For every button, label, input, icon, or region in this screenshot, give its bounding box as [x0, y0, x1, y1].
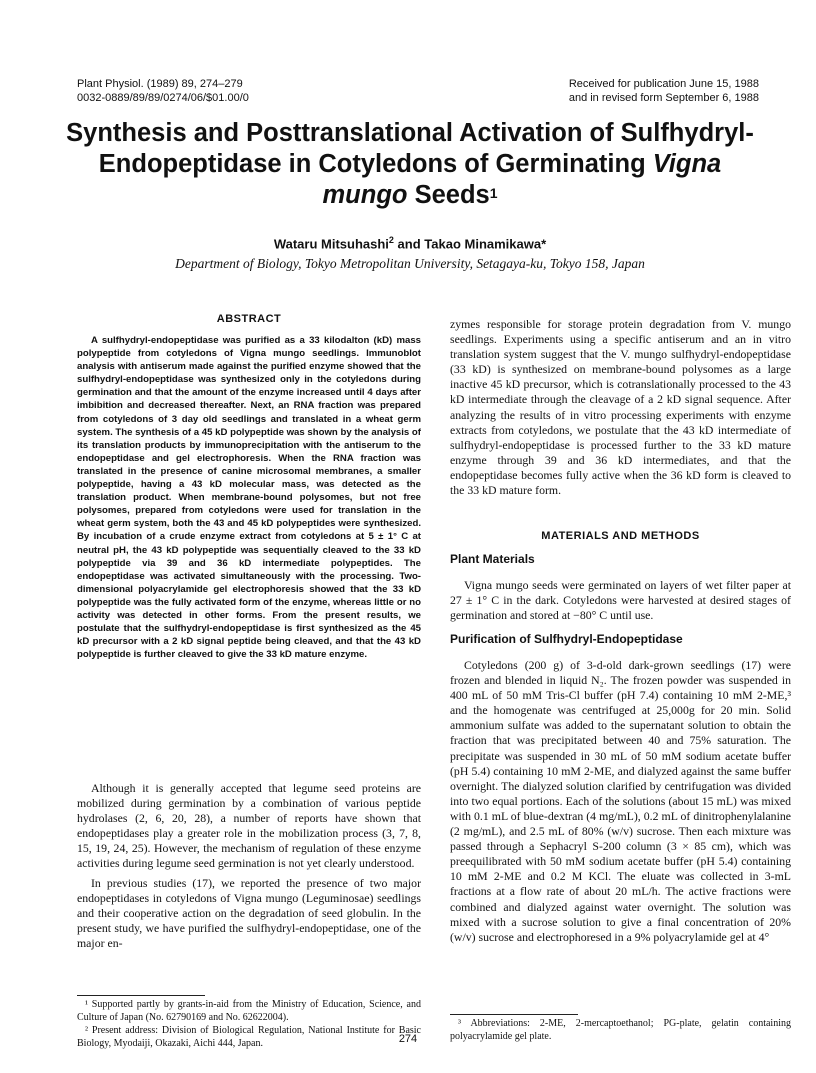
- methods-heading: MATERIALS AND METHODS: [541, 530, 700, 542]
- footnote-1: ¹ Supported partly by grants-in-aid from the Ministry of Education, Science, and Culture of Japan (No. 62790169 and No. 62622004).: [77, 999, 421, 1023]
- purification-text: Cotyledons (200 g) of 3-d-old dark-grown seedlings (17) were frozen and blended in liquid N₂. The frozen powder was suspended in 400 mL of 50 mM Tris-Cl buffer (pH 7.4) containing 10 mM 2-ME,³ and the homogenate was centrifuged at 25,000g for 20 min. Solid ammonium sulfate was added to the supernatant solution to obtain the fraction that was precipitated between 40 and 75% saturation. The precipitate was suspended in 30 mL of 50 mM sodium acetate buffer (pH 5.4) containing 10 mM 2-ME, and dialyzed against the same buffer overnight. The dialyzed solution clarified by centrifugation was divided into two equal portions. Each of the solutions (about 15 mL) was mixed with 0.1 mL of blue-dextran (4 mg/mL), 0.2 mL of dinitrophenylalanine (2 mg/mL), and 2.5 mL of 80% (w/v) sucrose. Then each mixture was passed through a Sephacryl S-200 column (3 × 85 cm), which was preequilibrated with 50 mM sodium acetate buffer (pH 5.4) containing 10 mM 2-ME and 0.2 M KCl. The eluate was collected in 3-mL fractions at a flow rate of about 20 mL/h. The active fractions were combined and dialyzed against water overnight. The solution was mixed with a sucrose solution to give a final concentration of 20% (w/v) sucrose and electrophoresed in a 9% polyacrylamide gel at 4°: [450, 658, 791, 944]
- title-part-1: Synthesis and Posttranslational Activation of Sulfhydryl-Endopeptidase in Cotyledons of Germinating: [66, 119, 754, 178]
- affiliation: Department of Biology, Tokyo Metropolitan University, Setagaya-ku, Tokyo 158, Japan: [175, 256, 645, 271]
- footnote-2: ² Present address: Division of Biological Regulation, National Institute for Basic Biology, Myodaiji, Okazaki, Aichi 444, Japan.: [77, 1025, 421, 1049]
- abstract-heading: ABSTRACT: [216, 313, 282, 325]
- purification-section: [450, 658, 791, 949]
- plant-materials-text: Vigna mungo seeds were germinated on layers of wet filter paper at 27 ± 1° C in the dark. Cotyledons were harvested at desired stages of germination and stored at −80° C until use.: [450, 578, 791, 623]
- author-2: Takao Minamikawa*: [424, 236, 547, 252]
- title-part-2: Seeds: [407, 181, 490, 209]
- received-dates: [569, 77, 759, 105]
- intro-paragraph-3: zymes responsible for storage protein degradation from V. mungo seedlings. Experiments using a specific antiserum and an in vitro translation system suggest that the V. mungo sulfhydryl-endopeptidase (33 kD) is synthesized on membrane-bound polysomes as a large inactive 45 kD precursor, which is cotranslationally processed to the 43 kD intermediate through the cleavage of a 2 kD signal sequence. After analyzing the results of in vitro processing experiments with enzyme extracts from cotyledons, we postulate that the 43 kD intermediate of sulfhydryl-endopeptidase is processed further to the 33 kD mature enzyme through 39 and 36 kD intermediates, and that the endopeptidase becomes fully active when the 36 kD form is cleaved to the 33 kD mature form.: [450, 317, 791, 498]
- intro-left: [77, 781, 421, 955]
- plant-materials-heading: Plant Materials: [450, 552, 535, 566]
- footnote-rule-right: [450, 1014, 578, 1015]
- received-line-1: Received for publication June 15, 1988: [568, 78, 759, 90]
- abstract-text: A sulfhydryl-endopeptidase was purified as a 33 kilodalton (kD) mass polypeptide from cotyledons of Vigna mungo seedlings. Immunoblot analysis with antiserum made against the purified enzyme showed that the sulfhydryl-endopeptidase was synthesized only in the cotyledons during germination and that the amount of the enzyme increased until 4 days after imbibition and decreased thereafter. Next, an RNA fraction was prepared from cotyledons of 3 day old seedlings and translated in a wheat germ system. The synthesis of a 45 kD polypeptide was shown by the analysis of its translation products by immunoprecipitation with the antiserum to the endopeptidase and gel electrophoresis. When the RNA fraction was translated in the presence of canine microsomal membranes, a smaller polypeptide, having a 43 kD molecular mass, was detected as the translation product. When membrane-bound polysomes, but not free polysomes, prepared from cotyledons were used for translation in the wheat germ system, both the 43 and 45 kD polypeptides were synthesized. By incubation of a crude enzyme extract from cotyledons at 5 ± 1° C at neutral pH, the 43 kD polypeptide was sequentially cleaved to the 33 kD polypeptide via 39 and 36 kD intermediate polypeptides. The endopeptidase was activated simultaneously with the processing. Two-dimensional polyacrylamide gel electrophoresis showed that the 33 kD polypeptide was the fully activated form of the enzyme, whereas little or no activity was detected in other forms. From the present results, we postulate that the sulfhydryl-endopeptidase is first synthesized as the 45 kD precursor with a 2 kD signal peptide being cleaved, and that the 43 kD polypeptide is further cleaved to give the 33 kD mature enzyme.: [77, 335, 421, 661]
- paper-title: [60, 118, 760, 211]
- authors-and: and: [393, 236, 425, 252]
- author-1-mark: 2: [388, 235, 394, 245]
- journal-citation: [77, 77, 249, 105]
- intro-right: [450, 317, 791, 502]
- plant-materials-section: [450, 578, 791, 627]
- title-italic: Vigna mungo: [322, 150, 722, 209]
- journal-line-2: 0032-0889/89/89/0274/06/$01.00/0: [77, 92, 249, 104]
- title-footnote-mark: 1: [489, 185, 498, 201]
- authors: [60, 235, 760, 251]
- received-line-2: and in revised form September 6, 1988: [568, 92, 759, 104]
- footnote-3: ³ Abbreviations: 2-ME, 2-mercaptoethanol; PG-plate, gelatin containing polyacrylamide gel plate.: [450, 1018, 791, 1042]
- footnote-rule-left: [77, 995, 205, 996]
- purification-heading: Purification of Sulfhydryl-Endopeptidase: [450, 632, 683, 646]
- intro-paragraph-1: Although it is generally accepted that legume seed proteins are mobilized during germination by a combination of various peptide hydrolases (2, 6, 20, 28), a number of reports have shown that endopeptidases play a greater role in the mobilization process (3, 7, 8, 15, 19, 24, 25). However, the mechanism of regulation of these enzyme activities during legume seed germination is not yet clearly understood.: [77, 781, 421, 871]
- page-number: 274: [398, 1033, 418, 1045]
- intro-paragraph-2: In previous studies (17), we reported the presence of two major endopeptidases in cotyledons of Vigna mungo (Leguminosae) seedlings and their cooperative action on the degradation of seed globulin. In the present study, we have purified the sulfhydryl-endopeptidase, one of the major en-: [77, 875, 421, 950]
- author-1: Wataru Mitsuhashi: [273, 236, 389, 252]
- journal-line-1: Plant Physiol. (1989) 89, 274–279: [77, 78, 243, 90]
